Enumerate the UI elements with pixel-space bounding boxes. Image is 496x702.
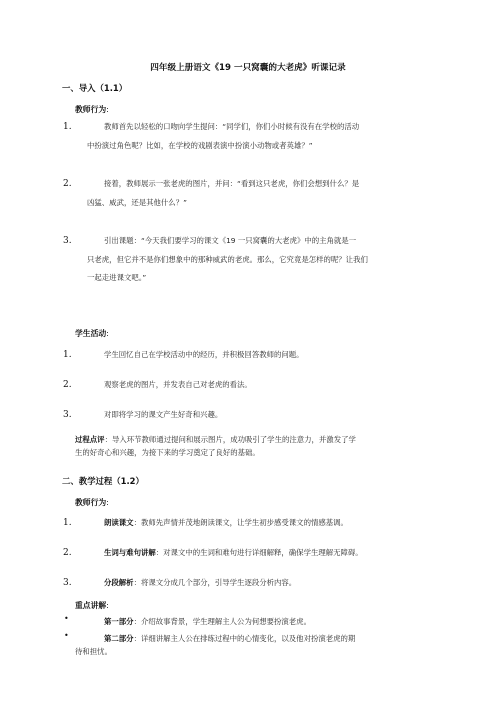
paragraph-line [87,615,311,628]
focus-label: 重点讲解 [75,601,107,610]
teacher-behavior-heading [75,104,109,115]
paragraph-line: 教师首先以轻松的口吻向学生提问：“同学们，你们小时候有没有在学校的活动 [104,122,360,131]
heading-colon: : [106,329,109,338]
paragraph-line [87,632,355,645]
document-title: 四年级上册语文《19 一只窝囊的大老虎》听课记录 [150,63,346,73]
list-number: 3. [63,578,72,588]
list-number: 2. [63,548,72,558]
list-number: 2. [63,380,72,390]
paragraph-line: 一起走进课文吧。” [87,273,147,283]
list-number: 3. [63,236,72,246]
item-text: ：教师先声情并茂地朗读课文，让学生初步感受课文的情感基调。 [133,518,348,527]
focus-heading [75,600,109,611]
list-number: 3. [63,410,72,420]
paragraph-line: 接着，教师展示一张老虎的图片，并问：“看到这只老虎，你们会想到什么？是 [104,179,360,188]
item-label: 第一部分 [104,617,134,626]
review-line: 生的好奇心和兴趣，为接下来的学习奠定了良好的基础。 [75,448,260,457]
review-text: ：导入环节教师通过提问和展示图片，成功吸引了学生的注意力，并激发了学 [104,435,356,444]
list-number: 1. [63,122,72,132]
item-label: 第二部分 [104,634,134,643]
paragraph-line [87,574,296,593]
item-label: 朗读课文 [104,518,134,527]
paragraph-line: 学生回忆自己在学校活动中的经历，并积极回答教师的问题。 [104,350,304,359]
list-item-continuation [75,645,112,658]
review-line [75,433,356,446]
item-text: ：介绍故事背景，学生理解主人公为何想要扮演老虎。 [133,617,311,626]
paragraph-line: 对即将学习的课文产生好奇和兴趣。 [104,410,223,419]
list-item [87,632,355,645]
bullet-icon: • [64,614,69,623]
list-item [87,346,304,365]
list-number: 1. [63,350,72,360]
list-item [87,175,359,212]
teacher-behavior-label: 教师行为 [75,498,107,507]
heading-colon: : [106,601,109,610]
list-item [87,232,368,288]
paragraph-line: 观察老虎的图片，并发表自己对老虎的看法。 [104,380,252,389]
paragraph-line: 引出课题：“今天我们要学习的课文《19 一只窝囊的大老虎》中的主角就是一 [104,236,357,245]
student-activity-label: 学生活动 [75,329,107,338]
teacher-behavior-label: 教师行为 [75,105,107,114]
review-label: 过程点评 [75,435,105,444]
section-heading-intro: 一、导入（1.1） [62,83,128,93]
paragraph-line: 待和担忧。 [75,647,112,656]
list-item [87,574,296,593]
list-item [87,615,311,628]
heading-colon: : [106,498,109,507]
item-text: ：将课文分成几个部分，引导学生逐段分析内容。 [133,578,297,587]
process-review [75,433,356,459]
teacher-behavior-heading [75,497,109,508]
list-number: 2. [63,179,72,189]
paragraph-line [87,514,348,533]
list-item [87,376,252,395]
list-number: 1. [63,518,72,528]
bullet-icon: • [64,631,69,640]
paragraph-line: 凶猛、威武，还是其他什么？” [87,197,187,207]
list-item [87,118,359,155]
section-heading-process: 二、教学过程（1.2） [62,476,144,486]
heading-colon: : [106,105,109,114]
paragraph-line: 中扮演过角色呢？比如，在学校的戏剧表演中扮演小动物或者英雄？” [87,140,313,150]
list-item [87,406,222,425]
paragraph-line: 只老虎，但它并不是你们想象中的那种威武的老虎。那么，它究竟是怎样的呢？让我们 [87,254,368,264]
list-item [87,514,348,533]
student-activity-heading [75,328,109,339]
item-label: 分段解析 [104,578,134,587]
item-label: 生词与难句讲解 [104,548,156,557]
item-text: ：对课文中的生词和难句进行详细解释，确保学生理解无障碍。 [155,548,363,557]
paragraph-line [87,544,363,563]
item-text: ：详细讲解主人公在排练过程中的心情变化，以及他对扮演老虎的期 [133,634,356,643]
list-item [87,544,363,563]
